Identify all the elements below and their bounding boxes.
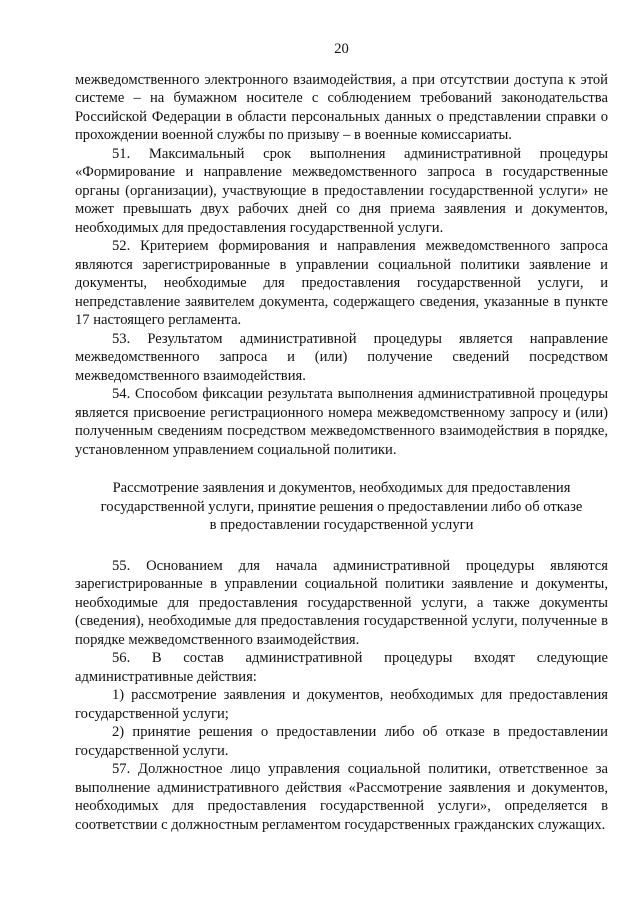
body-top (75, 71, 608, 460)
paragraph-54: 54. Способом фиксации результата выполнения административной процедуры является присвоение регистрационного номера межведомственному запросу и (или) полученным сведениям посредством межведомственного взаимодействия в порядке, установленном управлением социальной политики. (75, 386, 608, 458)
section-heading-line-2: государственной услуги, принятие решения о предоставлении либо об отказе (100, 498, 583, 515)
paragraph-continuation: межведомственного электронного взаимодействия, а при отсутствии доступа к этой системе – на бумажном носителе с соблюдением требований законодательства Российской Федерации в области персональных данных о представлении справки о прохождении военной службы по призыву – в военные комиссариаты. (75, 71, 608, 143)
paragraph-51: 51. Максимальный срок выполнения административной процедуры «Формирование и направление межведомственного запроса в государственные органы (организации), участвующие в предоставлении государственной услуги» не может превышать двух рабочих дней со дня приема заявления и документов, необходимых для предоставления государственной услуги. (75, 145, 608, 236)
list-item-1: 1) рассмотрение заявления и документов, необходимых для предоставления государственной услуги; (75, 687, 608, 722)
list-item-2: 2) принятие решения о предоставлении либо об отказе в предоставлении государственной услуги. (75, 724, 608, 759)
paragraph-57: 57. Должностное лицо управления социальной политики, ответственное за выполнение административного действия «Рассмотрение заявления и документов, необходимых для предоставления государственной услуги», определяется в соответствии с должностным регламентом государственных гражданских служащих. (75, 761, 608, 833)
section-heading-line-3: в предоставлении государственной услуги (209, 517, 474, 533)
paragraph-56: 56. В состав административной процедуры входят следующие административные действия: (75, 650, 608, 685)
section-heading-line-1: Рассмотрение заявления и документов, необходимых для предоставления (112, 480, 571, 496)
section-heading (75, 479, 608, 535)
body-bottom (75, 557, 608, 835)
paragraph-53: 53. Результатом административной процедуры является направление межведомственного запроса и (или) получение сведений посредством межведомственного взаимодействия. (75, 330, 608, 384)
paragraph-55: 55. Основанием для начала административной процедуры являются зарегистрированные в управлении социальной политики заявление и документы, необходимые для предоставления государственной услуги, а также документы (сведения), необходимые для предоставления государственной услуги, полученные в порядке межведомственного взаимодействия. (75, 557, 608, 648)
page-number: 20 (334, 41, 349, 57)
paragraph-52: 52. Критерием формирования и направления межведомственного запроса являются зарегистрированные в управлении социальной политики заявление и документы, необходимые для предоставления государственной услуги, и непредставление заявителем документа, содержащего сведения, указанные в пункте 17 настоящего регламента. (75, 238, 608, 328)
